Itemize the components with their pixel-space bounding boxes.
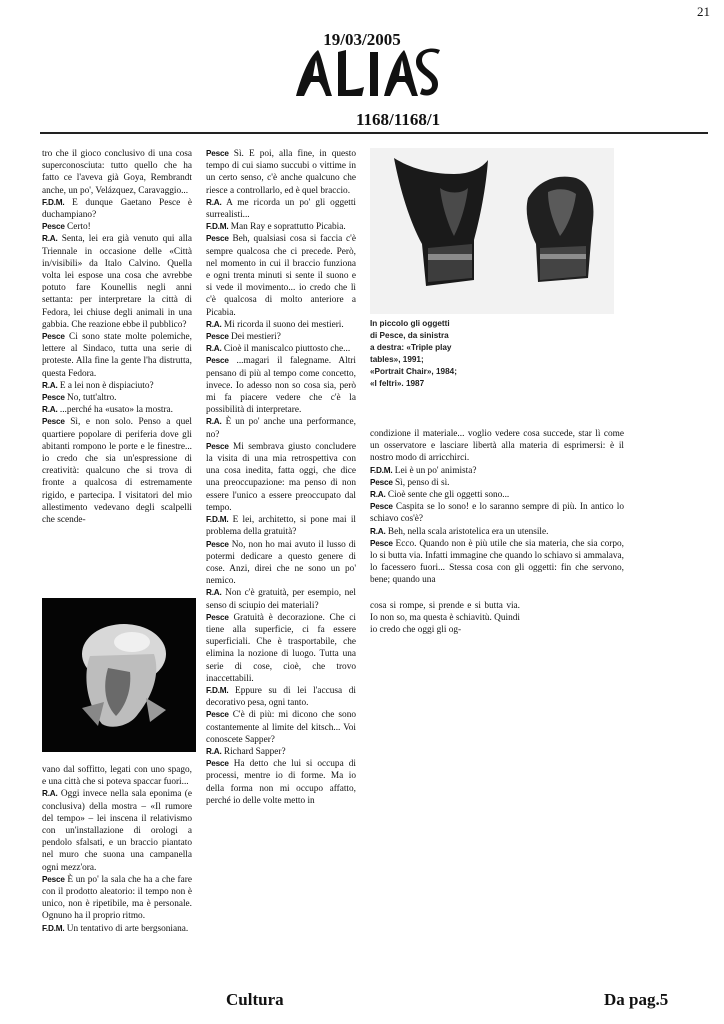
paragraph [370, 538, 624, 587]
speaker-label: R.A. [206, 344, 222, 354]
paragraph [206, 197, 356, 221]
page-number: 21 [697, 4, 710, 19]
speaker-label: Pesce [206, 539, 229, 549]
paragraph [42, 923, 192, 935]
paragraph-text: Gratuità è decorazione. Che ci tiene alla superficie, ci fa essere superficiali. Che è trasportabile, che elimina la nozione di luogo. Tutta una serie di cose, cioè, che trovo inaccettabili. [206, 612, 356, 684]
paragraph-text: Cioè il maniscalco piuttosto che... [221, 344, 351, 355]
speaker-label: Pesce [42, 417, 65, 427]
paragraph [206, 587, 356, 611]
paragraph-text: Eppure su di lei l'accusa di decorativo pesa, ogni tanto. [206, 685, 356, 709]
speaker-label: F.D.M. [206, 222, 229, 232]
paragraph [42, 221, 192, 233]
paragraph [206, 416, 356, 440]
speaker-label: Pesce [206, 759, 229, 769]
paragraph [42, 874, 192, 923]
paragraph [370, 501, 624, 525]
paragraph-text: Sì, e non solo. Penso a quel quartiere popolare di periferia dove gli abitanti rompono le porte e le finestre... io credo che sia un'espressione di creatività: qualcuno che si trova di fronte a qualcosa di estremamente rigido, e partecipa. I visitatori del mio allestimento vedevano degli scalpelli che scende- [42, 417, 192, 526]
paragraph-text: Dei mestieri? [228, 332, 281, 343]
speaker-label: Pesce [42, 874, 65, 884]
paragraph [206, 148, 356, 197]
paragraph-text: Ci sono state molte polemiche, lettere al Sindaco, tutta una serie di proteste. Alla fine la gente l'ha distrutta, questa Fedora. [42, 332, 192, 379]
speaker-label: R.A. [42, 380, 58, 390]
speaker-label: F.D.M. [206, 685, 229, 695]
paragraph [206, 612, 356, 685]
speaker-label: R.A. [370, 490, 386, 500]
speaker-label: Pesce [370, 538, 393, 548]
paragraph-text: Mi sembrava giusto concludere la visita di una mia retrospettiva con una cosa inedita, fatta oggi, che dice una preoccupazione: ma penso di non essere l'unico a essere preoccupato dal tempo. [206, 441, 356, 513]
paragraph-text: vano dal soffitto, legati con uno spago, e una città che si poteva spaccar fuori... [42, 765, 192, 788]
paragraph [206, 758, 356, 807]
speaker-label: Pesce [42, 332, 65, 342]
paragraph [370, 465, 624, 477]
paragraph-text: Mi ricorda il suono dei mestieri. [221, 319, 344, 330]
paragraph [42, 416, 192, 526]
paragraph-text: E lei, architetto, si pone mai il problema della gratuità? [206, 515, 356, 538]
alias-logo [292, 44, 442, 104]
caption-line: tables», 1991; [370, 355, 424, 364]
speaker-label: Pesce [206, 356, 229, 366]
speaker-label: Pesce [370, 502, 393, 512]
speaker-label: F.D.M. [370, 465, 393, 475]
paragraph-text: Beh, qualsiasi cosa si faccia c'è sempre qualcosa che ci precede. Però, nel momento in cui il braccio funziona e ogni trenta minuti si sente il suono e si vede il movimento... io credo che lì c'è qualcosa di molto anteriore a Picabia. [206, 234, 356, 318]
speaker-label: F.D.M. [42, 923, 65, 933]
photo-caption [370, 318, 480, 390]
paragraph-text: Lei è un po' animista? [392, 465, 477, 476]
speaker-label: R.A. [206, 197, 222, 207]
caption-line: In piccolo gli oggetti [370, 319, 450, 328]
issue-date: 19/03/2005 [323, 30, 401, 49]
paragraph [42, 380, 192, 392]
paragraph [370, 526, 624, 538]
paragraph [206, 539, 356, 588]
paragraph [42, 764, 192, 788]
paragraph [206, 343, 356, 355]
paragraph-text: ...magari il falegname. Altri pensano di più al tempo come concetto, invece. Io adesso non so cosa sia, però mi fa piacere vedere che c'è la possibilità di interpretare. [206, 356, 356, 416]
caption-line: «I feltri». 1987 [370, 379, 425, 388]
paragraph-text: È un po' anche una performance, no? [206, 417, 356, 440]
paragraph [42, 788, 192, 873]
speaker-label: Pesce [206, 710, 229, 720]
paragraph [42, 392, 192, 404]
paragraph-text: Caspita se lo sono! e lo saranno sempre di più. In antico lo schiavo cos'è? [370, 502, 624, 525]
column-3-narrow [370, 600, 520, 637]
paragraph-text: E dunque Gaetano Pesce è duchampiano? [42, 197, 192, 221]
continuation-label: Da pag.5 [604, 990, 669, 1009]
speaker-label: F.D.M. [206, 515, 229, 525]
speaker-label: R.A. [206, 319, 222, 329]
paragraph [370, 477, 624, 489]
paragraph-text: Non c'è gratuità, per esempio, nel senso di sciupio dei materiali? [206, 588, 356, 611]
paragraph [206, 441, 356, 514]
paragraph-text: Certo! [64, 222, 91, 233]
paragraph-text: È un po' la sala che ha a che fare con il prodotto aleatorio: il tempo non è unico, non è ripetibile, ma è personale. Ognuno ha il proprio ritmo. [42, 874, 192, 922]
column-1-bottom [42, 764, 192, 935]
paragraph [42, 331, 192, 380]
paragraph-text: tro che il gioco conclusivo di una cosa superconosciuta: tutto quello che ha fatto ce l'aveva già Goya, Rembrandt anche, un po', Velázquez, Caravaggio... [42, 149, 192, 196]
paragraph [370, 428, 624, 465]
speaker-label: R.A. [206, 588, 222, 598]
paragraph-text: Sì, penso di sì. [392, 477, 450, 488]
speaker-label: Pesce [206, 234, 229, 244]
photo-objects [370, 148, 614, 314]
paragraph [206, 319, 356, 331]
caption-line: di Pesce, da sinistra [370, 331, 449, 340]
speaker-label: Pesce [370, 477, 393, 487]
speaker-label: R.A. [370, 526, 386, 536]
speaker-label: R.A. [42, 234, 58, 244]
paragraph [206, 233, 356, 318]
speaker-label: Pesce [42, 393, 65, 403]
column-1-top [42, 148, 192, 526]
paragraph-text: Ecco. Quando non è più utile che sia materia, che sia corpo, lo si butta via. Infatti immagine che quando lo schiavo si ammalava, lo facessero fuori... Stessa cosa con gli oggetti: fin che servono, bene; quando una [370, 538, 624, 586]
speaker-label: Pesce [206, 612, 229, 622]
paragraph-text: No, tutt'altro. [64, 393, 117, 404]
paragraph-text: A me ricorda un po' gli oggetti surrealisti... [206, 197, 356, 221]
paragraph [206, 746, 356, 758]
caption-line: a destra: «Triple play [370, 343, 452, 352]
caption-line: «Portrait Chair», 1984; [370, 367, 457, 376]
speaker-label: Pesce [206, 149, 229, 158]
paragraph-text: E a lei non è dispiaciuto? [57, 380, 154, 391]
paragraph-text: Ha detto che lui si occupa di processi, mentre io di forme. Ma io della forma non mi occupo affatto, perché io delle volte metto in [206, 759, 356, 806]
column-3-wide [370, 428, 624, 587]
speaker-label: R.A. [42, 789, 58, 799]
paragraph [370, 489, 624, 501]
paragraph-text: No, non ho mai avuto il lusso di potermi dedicare a questo genere di cose. Anzi, direi che ne sono un po' nemico. [206, 539, 356, 587]
paragraph [206, 355, 356, 416]
paragraph-text: cosa si rompe, si prende e si butta via. Io non so, ma questa è schiavitù. Quindi io credo che oggi gli og- [370, 601, 520, 636]
paragraph-text: Richard Sapper? [221, 746, 286, 757]
paragraph [206, 709, 356, 746]
speaker-label: Pesce [206, 441, 229, 451]
photo-sculpture [42, 598, 196, 752]
speaker-label: R.A. [42, 405, 58, 415]
paragraph-text: Beh, nella scala aristotelica era un utensile. [385, 526, 549, 537]
paragraph-text: Man Ray e soprattutto Picabia. [228, 222, 346, 233]
paragraph-text: condizione il materiale... voglio vedere cosa succede, star lì come un osservatore e lasciare libertà alla materia di esprimersi: è il nostro modo di arricchirci. [370, 429, 624, 464]
column-2 [206, 148, 356, 807]
speaker-label: R.A. [206, 746, 222, 756]
paragraph-text: Sì. E poi, alla fine, in questo tempo di cui siamo succubi o vittime in un certo senso, c'è anche qualcuno che riesce a controllarlo, ed è quel braccio. [206, 149, 356, 196]
paragraph [42, 197, 192, 221]
section-label: Cultura [226, 990, 284, 1009]
paragraph-text: Cioè sente che gli oggetti sono... [385, 490, 510, 501]
paragraph [42, 148, 192, 197]
speaker-label: Pesce [206, 332, 229, 342]
issue-number: 1168/1168/1 [356, 110, 441, 129]
speaker-label: F.D.M. [42, 197, 65, 207]
paragraph [42, 404, 192, 416]
paragraph [370, 600, 520, 637]
paragraph [206, 331, 356, 343]
paragraph [206, 221, 356, 233]
paragraph-text: C'è di più: mi dicono che sono costantemente al limite del kitsch... Voi conoscete Sapper? [206, 710, 356, 745]
paragraph [206, 514, 356, 538]
speaker-label: Pesce [42, 222, 65, 232]
paragraph-text: Un tentativo di arte bergsoniana. [64, 923, 189, 934]
paragraph [42, 233, 192, 331]
paragraph-text: ...perché ha «usato» la mostra. [57, 405, 173, 416]
paragraph-text: Senta, lei era già venuto qui alla Triennale in occasione delle «Città in/visibili» da Italo Calvino. Quella volta lei espose una cosa che avrebbe potuto fare Kounellis negli anni settanta: per interpretare la città di Fedora, lei chiuse degli animali in una gabbia. Che reazione ebbe il pubblico? [42, 234, 192, 330]
speaker-label: R.A. [206, 417, 222, 427]
paragraph [206, 685, 356, 709]
header-divider [40, 132, 708, 134]
paragraph-text: Oggi invece nella sala eponima (e conclusiva) della mostra – «Il rumore del tempo» – lei inscena il relativismo con un'installazione di orologi a pendolo sfalsati, e un braccio piantato nel muro che suona una campanella ogni mezz'ora. [42, 789, 192, 873]
